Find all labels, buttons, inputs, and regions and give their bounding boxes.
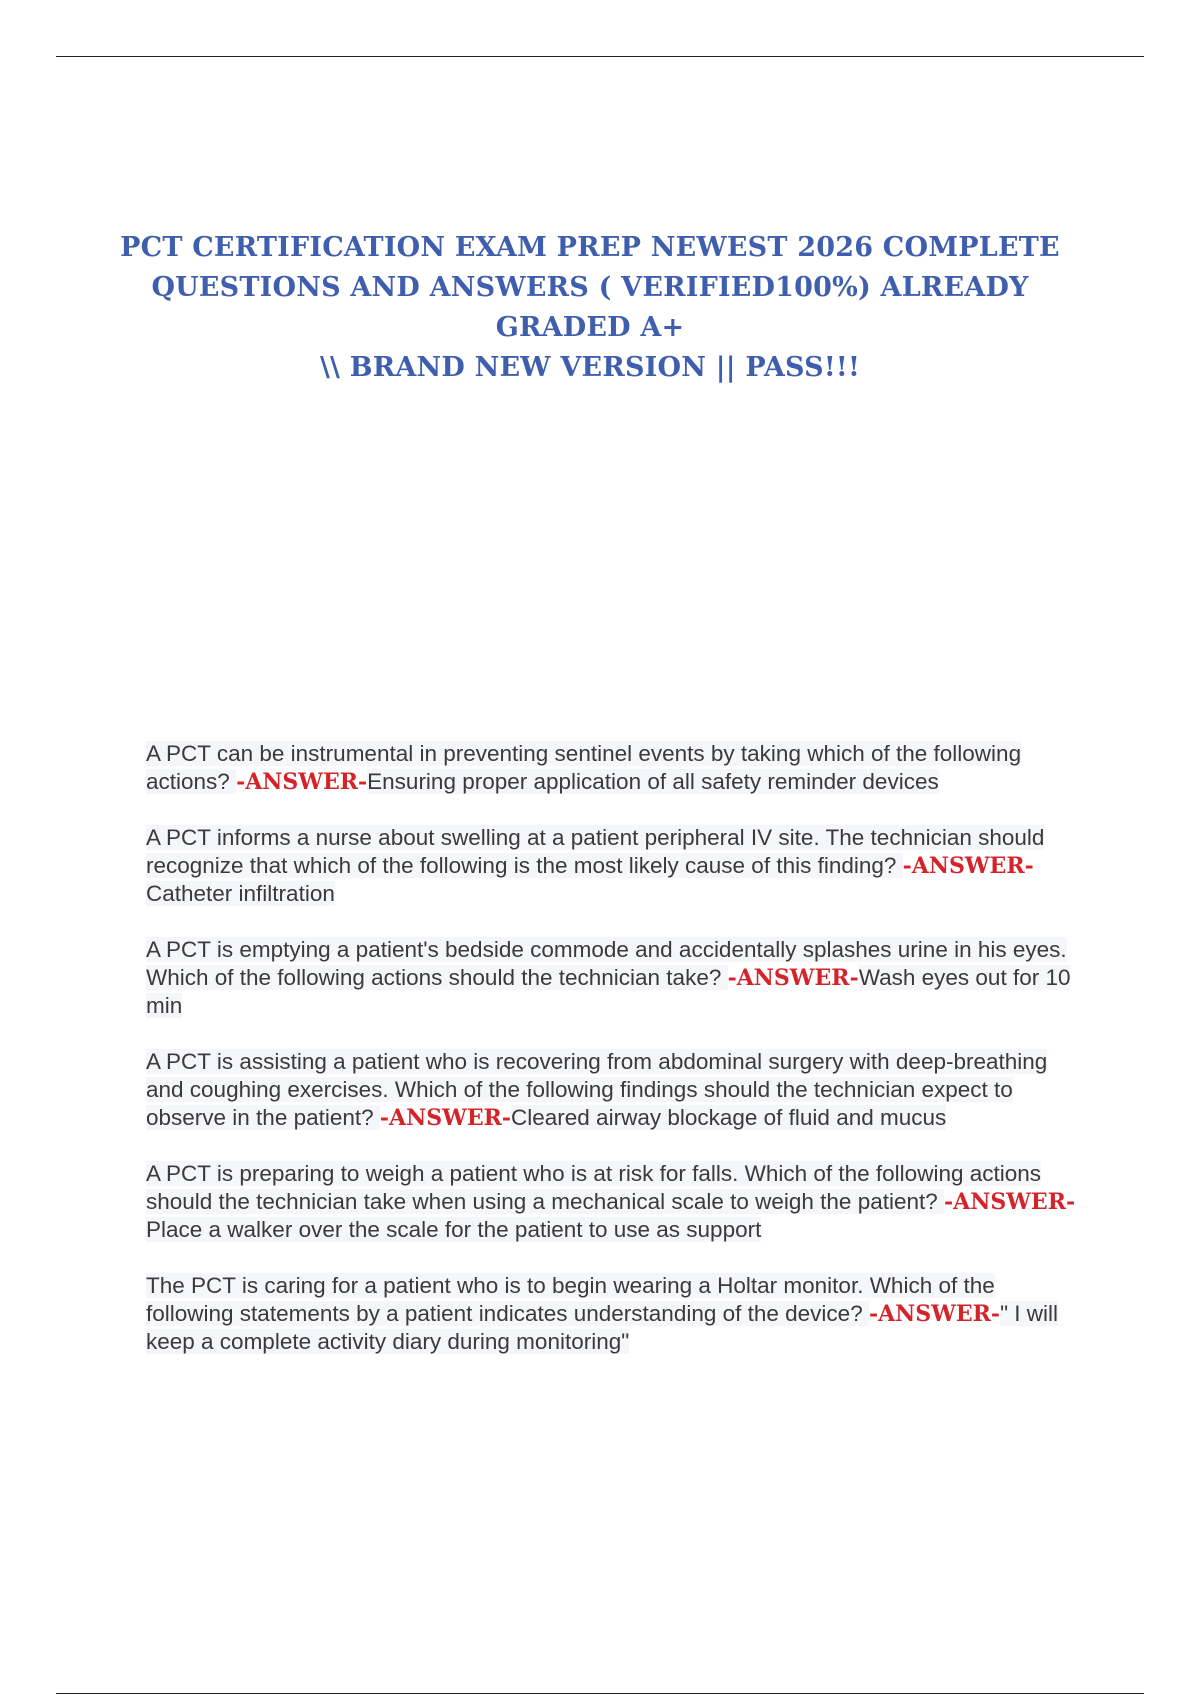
qa-list: [146, 740, 1086, 1384]
header-rule: [56, 56, 1144, 57]
qa-item: [146, 1160, 1086, 1244]
question-text: The PCT is caring for a patient who is to begin wearing a Holtar monitor. Which of the following statements by a patient indicates understanding of the device?: [146, 1273, 995, 1326]
answer-text: Wash eyes out for 10 min: [146, 965, 1071, 1018]
question-text: A PCT can be instrumental in preventing sentinel events by taking which of the following actions?: [146, 741, 1022, 794]
title-line: PCT CERTIFICATION EXAM PREP NEWEST 2026 COMPLETE: [120, 232, 1060, 263]
answer-marker: -ANSWER-: [902, 853, 1034, 879]
question-text: A PCT is preparing to weigh a patient who is at risk for falls. Which of the following actions should the technician take when using a mechanical scale to weigh the patient?: [146, 1161, 1042, 1214]
qa-item: [146, 824, 1086, 908]
document-title: [120, 228, 1060, 388]
answer-marker: -ANSWER-: [727, 965, 859, 991]
qa-item: [146, 1272, 1086, 1356]
footer-rule: [56, 1693, 1144, 1694]
question-text: A PCT informs a nurse about swelling at a patient peripheral IV site. The technician should recognize that which of the following is the most likely cause of this finding?: [146, 825, 1045, 878]
answer-text: Place a walker over the scale for the patient to use as support: [146, 1217, 762, 1242]
answer-text: " I will keep a complete activity diary during monitoring": [146, 1301, 1059, 1354]
answer-marker: -ANSWER-: [868, 1301, 1001, 1327]
title-line: QUESTIONS AND ANSWERS ( VERIFIED100%) ALREADY GRADED A+: [151, 272, 1029, 343]
qa-item: [146, 740, 1086, 796]
title-line: \\ BRAND NEW VERSION || PASS!!!: [320, 352, 860, 383]
answer-text: Cleared airway blockage of fluid and mucus: [511, 1105, 947, 1130]
answer-text: Catheter infiltration: [146, 881, 335, 906]
answer-marker: -ANSWER-: [236, 769, 368, 795]
question-text: A PCT is assisting a patient who is recovering from abdominal surgery with deep-breathing and coughing exercises. Which of the following findings should the technician expect to observe in the patient?: [146, 1049, 1048, 1130]
qa-item: [146, 936, 1086, 1020]
qa-item: [146, 1048, 1086, 1132]
answer-marker: -ANSWER-: [379, 1105, 512, 1131]
answer-text: Ensuring proper application of all safety reminder devices: [367, 769, 939, 794]
answer-marker: -ANSWER-: [944, 1189, 1076, 1215]
question-text: A PCT is emptying a patient's bedside commode and accidentally splashes urine in his eyes. Which of the following actions should the technician take?: [146, 937, 1067, 990]
